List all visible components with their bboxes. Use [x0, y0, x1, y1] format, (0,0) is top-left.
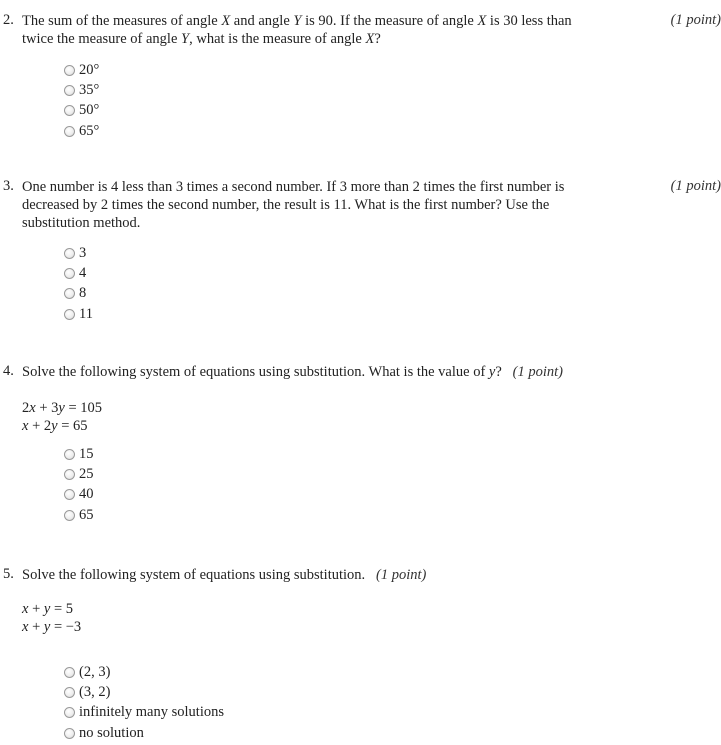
answer-options [64, 60, 99, 141]
points-label: (1 point) [376, 567, 427, 583]
radio-button[interactable] [64, 667, 75, 678]
question-number: 3. [3, 178, 14, 194]
option[interactable]: 65 [64, 505, 94, 525]
equation-system [22, 399, 102, 435]
option[interactable]: 3 [64, 243, 93, 263]
option[interactable]: (3, 2) [64, 682, 224, 702]
question-number: 5. [3, 566, 14, 582]
option[interactable]: 4 [64, 263, 93, 283]
question-text: One number is 4 less than 3 times a second number. If 3 more than 2 times the first number is decreased by 2 times the second number, the result is 11. What is the first number? Use the substitution method. [22, 179, 565, 231]
equation: x + y = −3 [22, 619, 82, 635]
question-text: Solve the following system of equations using substitution. What is the value of y? (1 point) [22, 364, 564, 380]
radio-button[interactable] [64, 469, 75, 480]
option[interactable]: no solution [64, 723, 224, 743]
option[interactable]: 50° [64, 101, 99, 121]
equation-system [22, 600, 81, 636]
radio-button[interactable] [64, 85, 75, 96]
option[interactable]: 40 [64, 485, 94, 505]
option[interactable]: 15 [64, 444, 94, 464]
question-text: Solve the following system of equations using substitution. (1 point) [22, 567, 427, 583]
radio-button[interactable] [64, 288, 75, 299]
option[interactable]: 25 [64, 464, 94, 484]
equation: x + y = 5 [22, 601, 73, 617]
radio-button[interactable] [64, 105, 75, 116]
radio-button[interactable] [64, 510, 75, 521]
equation: x + 2y = 65 [22, 418, 88, 434]
radio-button[interactable] [64, 489, 75, 500]
radio-button[interactable] [64, 65, 75, 76]
points-label: (1 point) [670, 12, 721, 28]
answer-options [64, 243, 93, 324]
option[interactable]: (2, 3) [64, 662, 224, 682]
radio-button[interactable] [64, 248, 75, 259]
option[interactable]: 35° [64, 80, 99, 100]
radio-button[interactable] [64, 687, 75, 698]
radio-button[interactable] [64, 707, 75, 718]
radio-button[interactable] [64, 126, 75, 137]
option[interactable]: infinitely many solutions [64, 703, 224, 723]
points-label: (1 point) [670, 178, 721, 194]
radio-button[interactable] [64, 449, 75, 460]
question-number: 2. [3, 12, 14, 28]
question-number: 4. [3, 363, 14, 379]
option[interactable]: 8 [64, 284, 93, 304]
equation: 2x + 3y = 105 [22, 400, 102, 416]
answer-options [64, 444, 94, 525]
question-text: The sum of the measures of angle X and angle Y is 90. If the measure of angle X is 30 less than twice the measure of angle Y, what is the measure of angle X? [22, 13, 572, 47]
radio-button[interactable] [64, 309, 75, 320]
radio-button[interactable] [64, 728, 75, 739]
points-label: (1 point) [512, 364, 564, 380]
option[interactable]: 11 [64, 304, 93, 324]
option[interactable]: 65° [64, 121, 99, 141]
answer-options [64, 662, 224, 743]
radio-button[interactable] [64, 268, 75, 279]
option[interactable]: 20° [64, 60, 99, 80]
